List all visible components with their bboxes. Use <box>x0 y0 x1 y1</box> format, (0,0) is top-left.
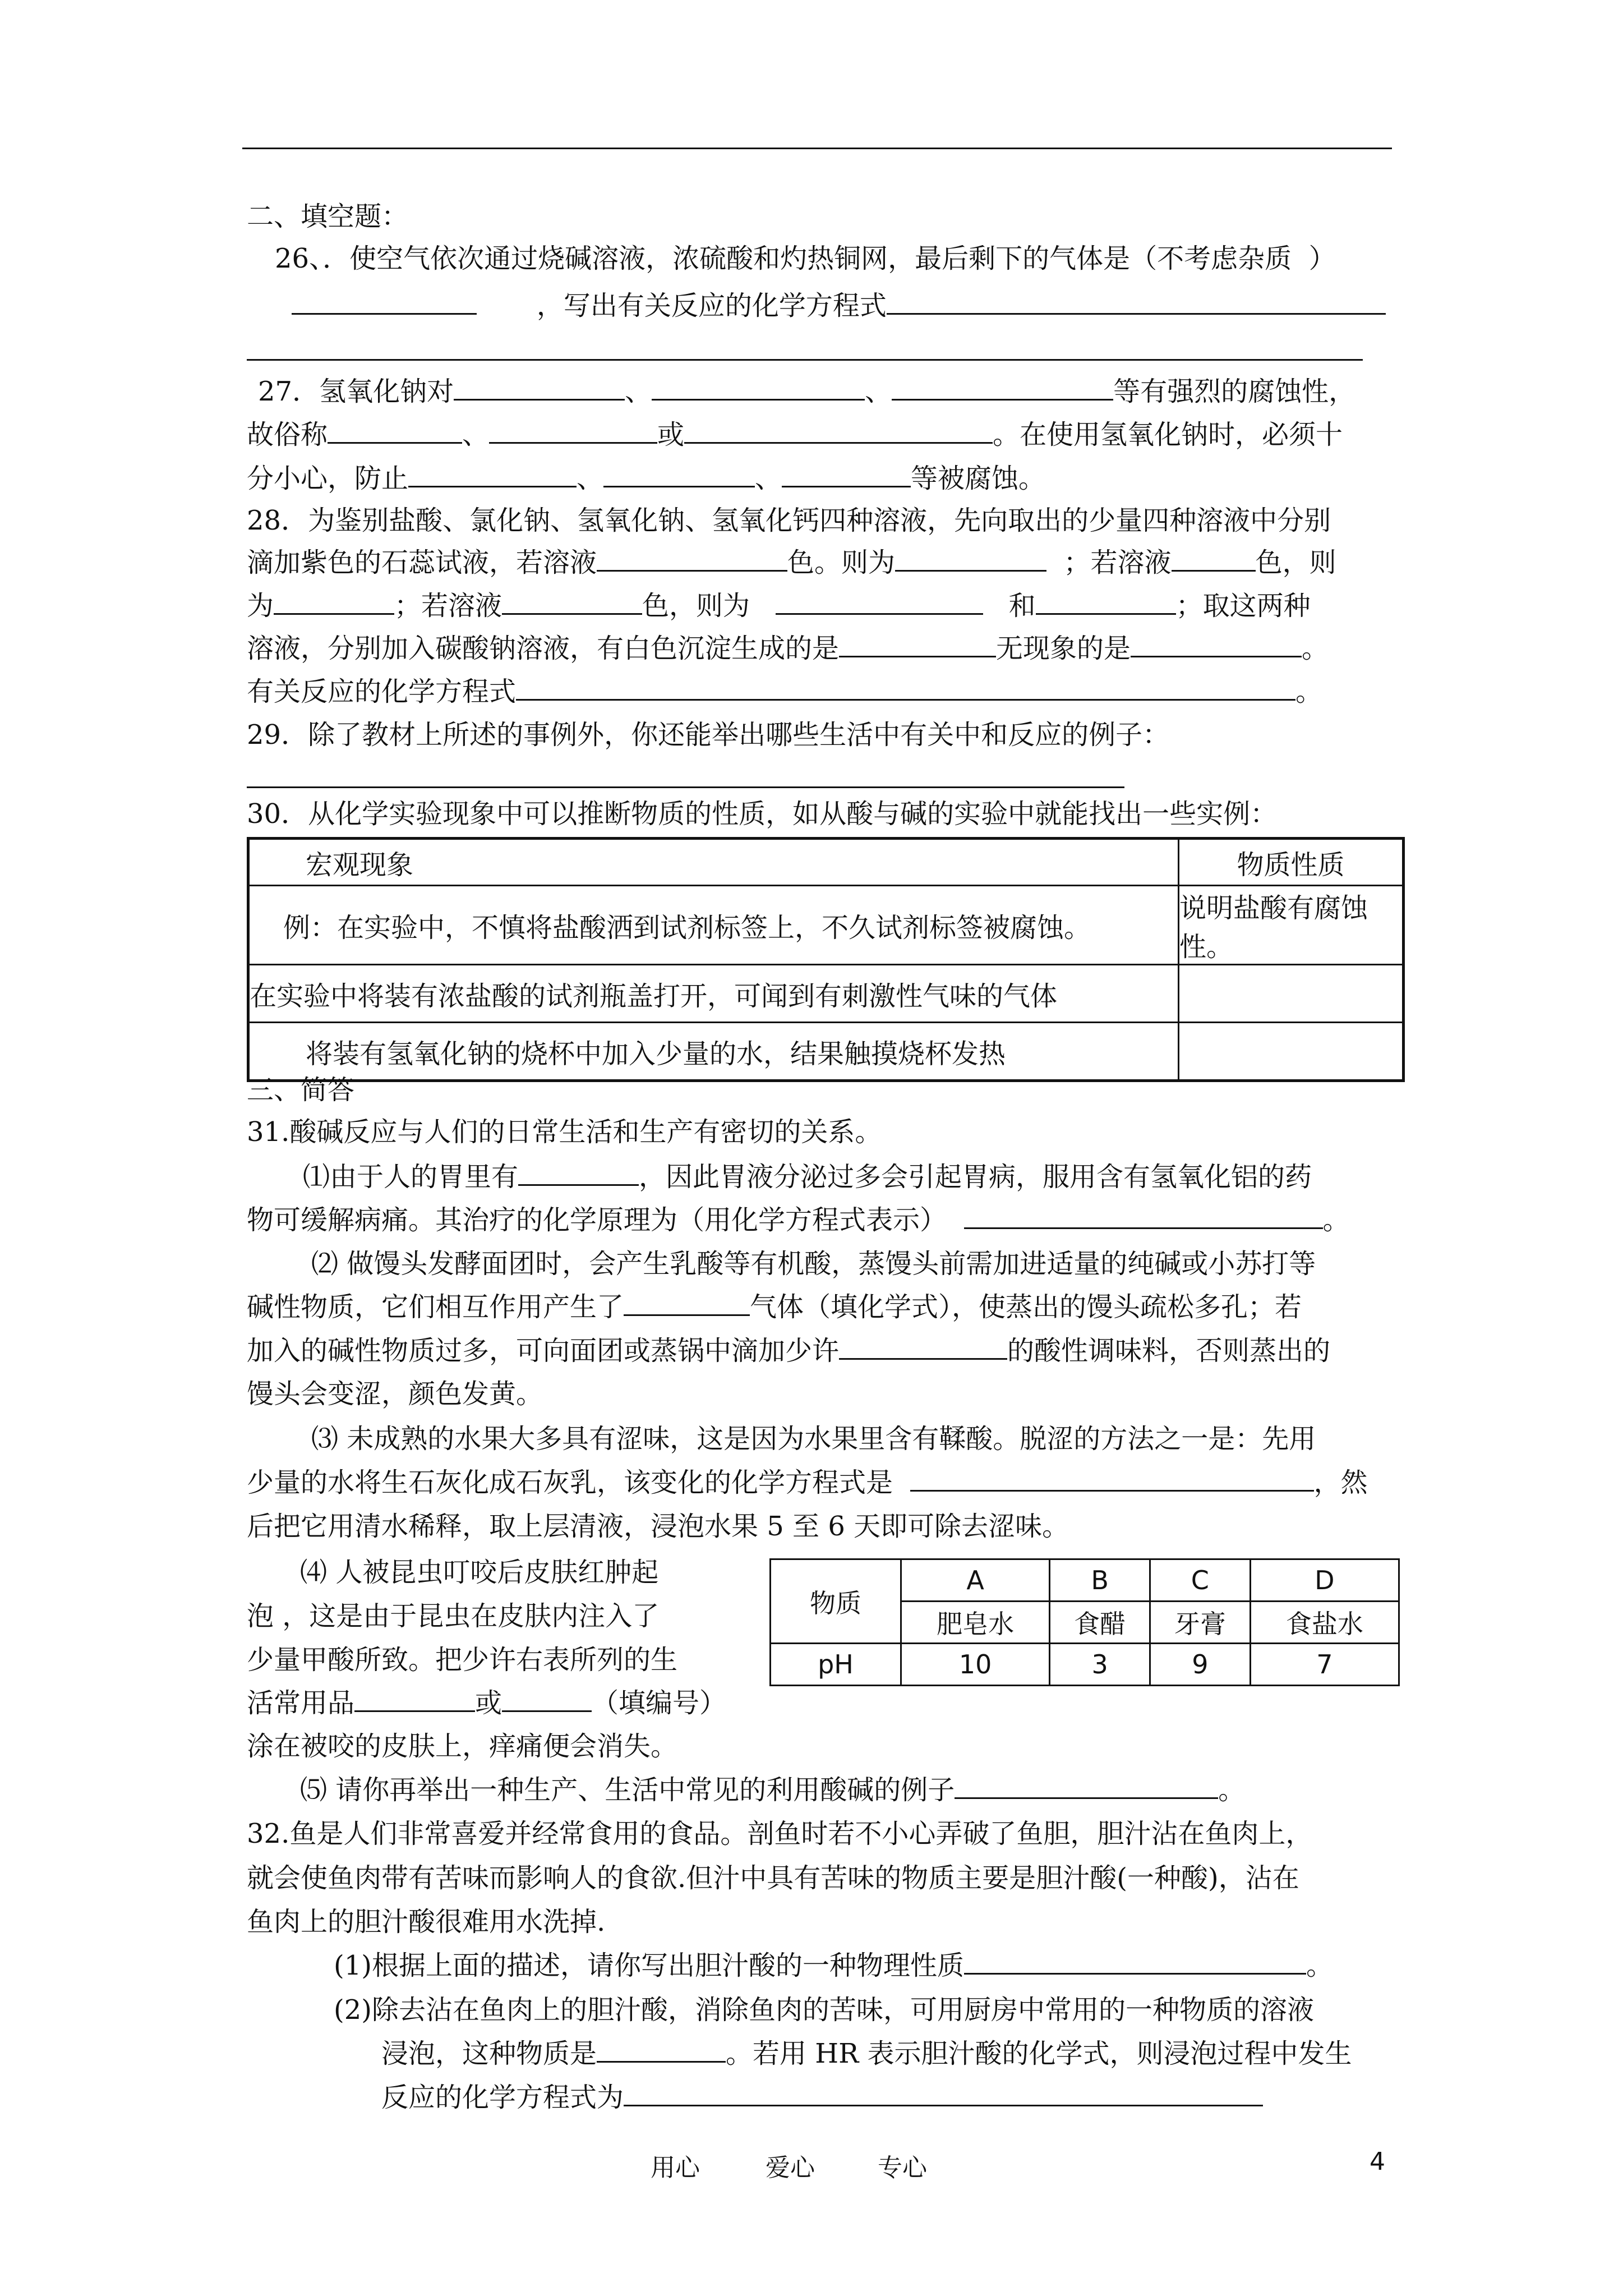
table-cell: 在实验中将装有浓盐酸的试剂瓶盖打开，可闻到有刺激性气味的气体 <box>248 965 1179 1023</box>
table-cell: D <box>1250 1559 1399 1602</box>
answer-blank[interactable] <box>1172 545 1256 572</box>
q31-s3-line1: ⑶ 未成熟的水果大多具有涩味，这是因为水果里含有鞣酸。脱涩的方法之一是：先用 <box>311 1423 1316 1455</box>
answer-line[interactable] <box>247 359 1363 361</box>
table-cell: 牙膏 <box>1150 1602 1250 1644</box>
q32-line1: 32.鱼是人们非常喜爱并经常食用的食品。剖鱼时若不小心弄破了鱼胆，胆汁沾在鱼肉上， <box>247 1818 1313 1849</box>
answer-blank[interactable] <box>518 1159 639 1186</box>
answer-blank[interactable] <box>292 288 477 315</box>
q28-line3: 为 ；若溶液 色，则为 和 ；取这两种 <box>247 587 1311 624</box>
answer-cell[interactable] <box>1179 1023 1404 1081</box>
q31-s2-line4: 馒头会变涩，颜色发黄。 <box>247 1378 543 1410</box>
q31-s3-line3: 后把它用清水稀释，取上层清液，浸泡水果 5 至 6 天即可除去涩味。 <box>247 1511 1069 1542</box>
answer-blank[interactable] <box>624 1290 750 1316</box>
q31-s1-line2: 物可缓解病痛。其治疗的化学原理为（用化学方程式表示） 。 <box>247 1202 1350 1239</box>
q32-s2-line3: 反应的化学方程式为 <box>381 2079 1263 2116</box>
answer-blank[interactable] <box>910 1465 1314 1492</box>
answer-blank[interactable] <box>454 374 625 401</box>
table-row <box>248 1023 1404 1081</box>
table-cell: C <box>1150 1559 1250 1602</box>
answer-blank[interactable] <box>964 1203 1323 1229</box>
q26-line2: ，写出有关反应的化学方程式 <box>292 287 1386 324</box>
answer-blank[interactable] <box>597 545 787 572</box>
answer-blank[interactable] <box>1036 588 1176 615</box>
table-cell: 肥皂水 <box>901 1602 1050 1644</box>
q26-line1: 26、．使空气依次通过烧碱溶液，浓硫酸和灼热铜网，最后剩下的气体是（不考虑杂质 ） <box>275 243 1336 274</box>
answer-blank[interactable] <box>652 374 865 401</box>
table-header: pH <box>771 1644 901 1686</box>
answer-blank[interactable] <box>892 374 1113 401</box>
answer-blank[interactable] <box>964 1948 1306 1975</box>
table-row <box>771 1644 1399 1686</box>
table-cell: A <box>901 1559 1050 1602</box>
answer-blank[interactable] <box>839 1333 1007 1360</box>
q32-line2: 就会使鱼肉带有苦味而影响人的食欲.但汁中具有苦味的物质主要是胆汁酸(一种酸)，沾在 <box>247 1862 1299 1894</box>
q32-line3: 鱼肉上的胆汁酸很难用水洗掉. <box>247 1906 606 1938</box>
q31-line1: 31.酸碱反应与人们的日常生活和生产有密切的关系。 <box>247 1116 882 1148</box>
answer-blank[interactable] <box>624 2080 1263 2106</box>
answer-blank[interactable] <box>354 1686 475 1712</box>
header-rule <box>242 148 1392 149</box>
table-row <box>248 886 1404 965</box>
section-heading: 三、简答 <box>247 1074 355 1106</box>
table-header-row <box>248 839 1404 886</box>
table-cell: 食醋 <box>1050 1602 1150 1644</box>
answer-cell[interactable] <box>1179 965 1404 1023</box>
answer-blank[interactable] <box>328 417 462 444</box>
answer-blank[interactable] <box>839 631 996 657</box>
answer-blank[interactable] <box>1131 631 1302 657</box>
q28-line1: 28．为鉴别盐酸、氯化钠、氢氧化钠、氢氧化钙四种溶液，先向取出的少量四种溶液中分别 <box>247 505 1331 536</box>
table-row <box>248 965 1404 1023</box>
table-header: 物质性质 <box>1179 839 1404 886</box>
q31-s4-line2: 泡 ，这是由于昆虫在皮肤内注入了 <box>247 1600 660 1632</box>
table-cell: 说明盐酸有腐蚀性。 <box>1179 886 1404 965</box>
answer-blank[interactable] <box>502 1686 592 1712</box>
footer-text: 专心 <box>878 2154 927 2182</box>
answer-blank[interactable] <box>887 288 1386 315</box>
answer-blank[interactable] <box>489 417 657 444</box>
answer-blank[interactable] <box>955 1773 1218 1799</box>
table-cell: 3 <box>1050 1644 1150 1686</box>
q32-s2-line1: (2)除去沾在鱼肉上的胆汁酸，消除鱼肉的苦味，可用厨房中常用的一种物质的溶液 <box>334 1994 1314 2026</box>
table-cell: 7 <box>1250 1644 1399 1686</box>
table-cell: 9 <box>1150 1644 1250 1686</box>
answer-blank[interactable] <box>684 417 993 444</box>
q32-s1-line: (1)根据上面的描述，请你写出胆汁酸的一种物理性质 。 <box>334 1947 1333 1984</box>
q31-s2-line2: 碱性物质，它们相互作用产生了 气体（填化学式），使蒸出的馒头疏松多孔；若 <box>247 1289 1302 1326</box>
answer-blank[interactable] <box>597 2036 726 2063</box>
answer-blank[interactable] <box>603 461 755 487</box>
q31-s5-line: ⑸ 请你再举出一种生产、生活中常见的利用酸碱的例子 。 <box>300 1772 1245 1809</box>
table-cell: B <box>1050 1559 1150 1602</box>
q31-s2-line1: ⑵ 做馒头发酵面团时，会产生乳酸等有机酸，蒸馒头前需加进适量的纯碱或小苏打等 <box>311 1248 1316 1280</box>
table-cell: 例：在实验中，不慎将盐酸洒到试剂标签上，不久试剂标签被腐蚀。 <box>248 886 1179 965</box>
answer-blank[interactable] <box>408 461 577 487</box>
footer-text: 用心 <box>651 2154 700 2182</box>
answer-blank[interactable] <box>776 588 983 615</box>
q32-s2-line2: 浸泡，这种物质是 。若用 HR 表示胆汁酸的化学式，则浸泡过程中发生 <box>381 2035 1352 2072</box>
q31-s4-line5: 涂在被咬的皮肤上，痒痛便会消失。 <box>247 1731 678 1762</box>
q27-line3: 分小心，防止 、 、 等被腐蚀。 <box>247 460 1045 497</box>
page-number: 4 <box>1370 2147 1385 2176</box>
table-cell: 食盐水 <box>1250 1602 1399 1644</box>
q28-line5: 有关反应的化学方程式 。 <box>247 673 1322 710</box>
q31-s4-line3: 少量甲酸所致。把少许右表所列的生 <box>247 1644 678 1676</box>
answer-blank[interactable] <box>782 461 911 487</box>
q30-line1: 30．从化学实验现象中可以推断物质的性质，如从酸与碱的实验中就能找出一些实例： <box>247 798 1278 830</box>
ph-table <box>769 1558 1400 1686</box>
table-header: 物质 <box>771 1559 901 1644</box>
q29-line1: 29．除了教材上所述的事例外，你还能举出哪些生活中有关中和反应的例子： <box>247 719 1170 751</box>
q31-s4-line1: ⑷ 人被昆虫叮咬后皮肤红肿起 <box>300 1557 659 1588</box>
answer-blank[interactable] <box>502 588 642 615</box>
table-cell: 10 <box>901 1644 1050 1686</box>
q27-line1: 27．氢氧化钠对 、 、 等有强烈的腐蚀性， <box>258 373 1355 410</box>
q31-s1-line1: ⑴由于人的胃里有 ，因此胃液分泌过多会引起胃病，服用含有氢氧化铝的药 <box>303 1158 1312 1195</box>
q31-s2-line3: 加入的碱性物质过多，可向面团或蒸锅中滴加少许 的酸性调味料，否则蒸出的 <box>247 1332 1330 1369</box>
q31-s4-line4: 活常用品 或 （填编号） <box>247 1685 726 1722</box>
q31-s3-line2: 少量的水将生石灰化成石灰乳，该变化的化学方程式是 ，然 <box>247 1464 1368 1501</box>
q28-line2: 滴加紫色的石蕊试液，若溶液 色。则为 ；若溶液 色，则 <box>247 544 1336 581</box>
answer-line[interactable] <box>247 786 1124 788</box>
table-header: 宏观现象 <box>248 839 1179 886</box>
section-heading: 二、填空题： <box>247 201 409 232</box>
q30-table <box>247 837 1405 1082</box>
q27-line2: 故俗称 、 或 。在使用氢氧化钠时，必须十 <box>247 416 1343 453</box>
table-row <box>771 1559 1399 1602</box>
answer-blank[interactable] <box>274 588 394 615</box>
table-cell: 将装有氢氧化钠的烧杯中加入少量的水，结果触摸烧杯发热 <box>248 1023 1179 1081</box>
answer-blank[interactable] <box>895 545 1046 572</box>
q28-line4: 溶液，分别加入碳酸钠溶液，有白色沉淀生成的是 无现象的是 。 <box>247 630 1329 667</box>
footer-text: 爱心 <box>766 2154 815 2182</box>
answer-blank[interactable] <box>516 674 1295 701</box>
